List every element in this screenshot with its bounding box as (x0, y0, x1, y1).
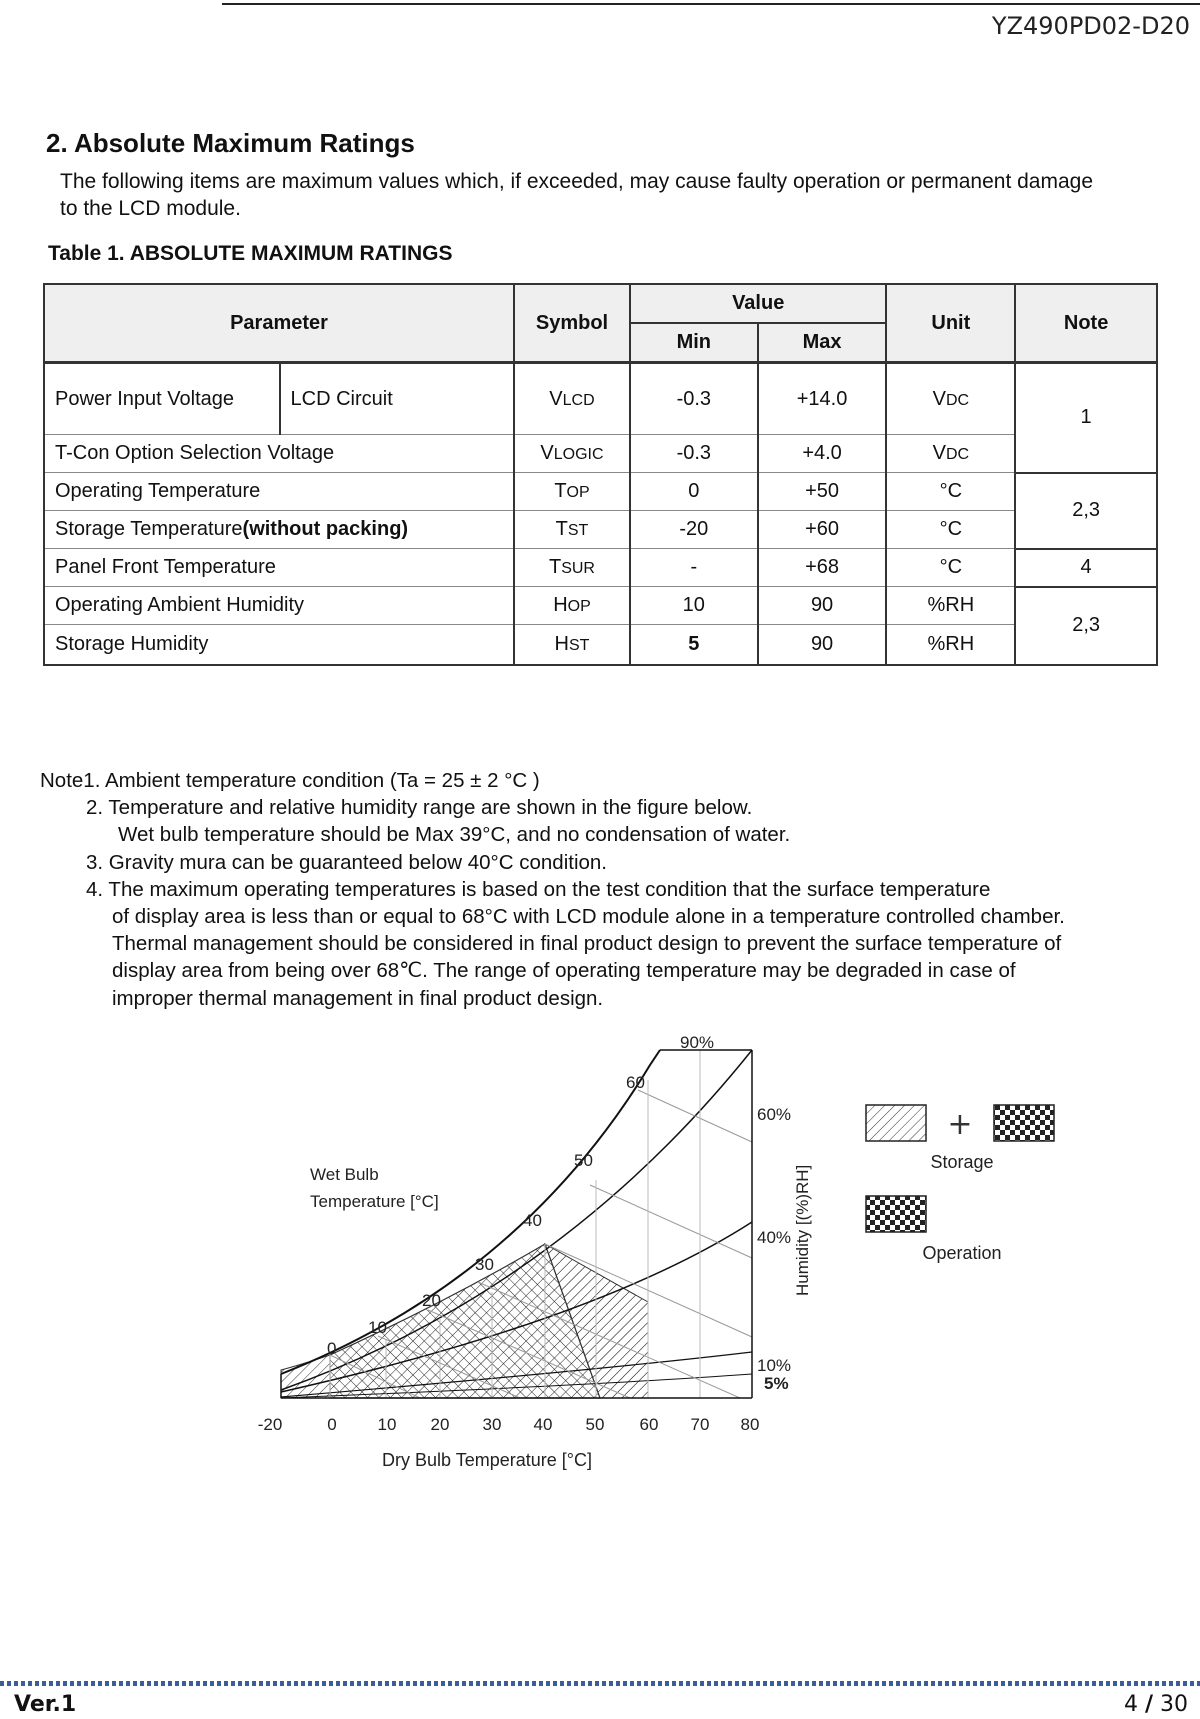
note-2: 2. Temperature and relative humidity range are shown in the figure below. (86, 796, 753, 820)
table-row (44, 625, 1157, 665)
table-row (44, 549, 1157, 587)
row-param: Storage Temperature(without packing) (44, 511, 514, 549)
legend-check-swatch (994, 1105, 1054, 1141)
x-tick: 70 (690, 1415, 710, 1434)
wet-bulb-title: Wet Bulb (310, 1165, 379, 1184)
note-2-cont: Wet bulb temperature should be Max 39°C, and no condensation of water. (118, 823, 791, 847)
row-sub-param: LCD Circuit (280, 363, 515, 435)
footer-rule (0, 1681, 1200, 1686)
wet-bulb-line (638, 1090, 752, 1142)
x-axis-label: Dry Bulb Temperature [°C] (382, 1450, 592, 1470)
row-max: 90 (758, 587, 887, 625)
x-tick: 60 (639, 1415, 659, 1434)
row-max: +4.0 (758, 435, 887, 473)
legend-storage-label: Storage (930, 1152, 994, 1172)
psychrometric-chart (0, 1020, 1200, 1490)
humidity-label-40: 40% (757, 1228, 792, 1247)
note-4-cont: of display area is less than or equal to 68°C with LCD module alone in a temperature controlled chamber. (112, 905, 1065, 929)
legend-hatch-swatch (866, 1105, 926, 1141)
row-min: 5 (630, 625, 758, 665)
table-row (44, 587, 1157, 625)
row-unit: °C (886, 473, 1015, 511)
row-symbol: TSUR (514, 549, 630, 587)
note-4-cont: Thermal management should be considered in final product design to prevent the surface temperature of (112, 932, 1062, 956)
row-param: Operating Ambient Humidity (44, 587, 514, 625)
table-row (44, 363, 1157, 435)
x-tick: 50 (585, 1415, 605, 1434)
row-param: Panel Front Temperature (44, 549, 514, 587)
wet-bulb-tick: 40 (523, 1211, 542, 1230)
storage-region-left (281, 1355, 330, 1398)
x-tick: -20 (257, 1415, 283, 1434)
section-intro: The following items are maximum values which, if exceeded, may cause faulty operation or permanent damage to the LCD module. (60, 170, 1094, 220)
header-rule (222, 3, 1200, 5)
row-unit: °C (886, 549, 1015, 587)
header-value: Value (630, 284, 887, 323)
row-note: 1 (1015, 363, 1157, 473)
header-max: Max (758, 323, 887, 363)
row-min: -0.3 (630, 435, 758, 473)
section-title: 2. Absolute Maximum Ratings (46, 128, 415, 158)
legend-plus: + (947, 1107, 973, 1142)
row-min: -0.3 (630, 363, 758, 435)
row-unit: %RH (886, 587, 1015, 625)
x-tick: 40 (533, 1415, 553, 1434)
x-tick: 30 (482, 1415, 502, 1434)
header-min: Min (630, 323, 758, 363)
x-tick: 0 (327, 1415, 337, 1434)
row-min: 10 (630, 587, 758, 625)
wet-bulb-tick: 20 (422, 1291, 441, 1310)
notes-block (40, 767, 1065, 1012)
row-max: +68 (758, 549, 887, 587)
humidity-label-5: 5% (764, 1374, 789, 1393)
table-caption: Table 1. ABSOLUTE MAXIMUM RATINGS (48, 242, 453, 265)
header-unit: Unit (886, 284, 1015, 363)
header-symbol: Symbol (514, 284, 630, 363)
row-symbol: VLCD (514, 363, 630, 435)
note-4: 4. The maximum operating temperatures is based on the test condition that the surface temperature (86, 877, 991, 901)
note-1: Note1. Ambient temperature condition (Ta = 25 ± 2 °C ) (40, 769, 540, 792)
wet-bulb-tick: 0 (327, 1339, 337, 1358)
x-tick: 10 (377, 1415, 397, 1434)
row-param: T-Con Option Selection Voltage (44, 435, 514, 473)
x-tick: 20 (430, 1415, 450, 1434)
row-unit: °C (886, 511, 1015, 549)
humidity-label-90: 90% (680, 1033, 715, 1052)
row-param: Storage Humidity (44, 625, 514, 665)
row-min: -20 (630, 511, 758, 549)
row-max: 90 (758, 625, 887, 665)
note-4-cont: improper thermal management in final product design. (112, 986, 604, 1010)
row-symbol: HOP (514, 587, 630, 625)
row-unit: VDC (886, 435, 1015, 473)
table-row (44, 473, 1157, 511)
row-max: +14.0 (758, 363, 887, 435)
legend-operation-label: Operation (922, 1243, 1002, 1263)
row-min: - (630, 549, 758, 587)
header-parameter: Parameter (44, 284, 514, 363)
y-axis-label: Humidity [(%)RH] (793, 1164, 812, 1296)
row-note: 4 (1015, 549, 1157, 587)
version-label: Ver.1 (14, 1692, 77, 1717)
row-param: Power Input Voltage (44, 363, 280, 435)
x-tick: 80 (740, 1415, 760, 1434)
wet-bulb-tick: 50 (574, 1151, 593, 1170)
header-note: Note (1015, 284, 1157, 363)
humidity-label-60: 60% (757, 1105, 792, 1124)
row-symbol: VLOGIC (514, 435, 630, 473)
row-note: 2,3 (1015, 587, 1157, 665)
humidity-label-10: 10% (757, 1356, 792, 1375)
wet-bulb-tick: 10 (368, 1318, 387, 1337)
note-4-cont: display area from being over 68℃. The range of operating temperature may be degraded in case of (112, 959, 1016, 983)
row-max: +50 (758, 473, 887, 511)
wet-bulb-tick: 30 (475, 1255, 494, 1274)
note-3: 3. Gravity mura can be guaranteed below 40°C condition. (86, 850, 607, 874)
wet-bulb-tick: 60 (626, 1073, 645, 1092)
legend-operation-swatch (866, 1196, 926, 1232)
ratings-table (43, 283, 1158, 666)
row-note: 2,3 (1015, 473, 1157, 549)
row-max: +60 (758, 511, 887, 549)
table-row (44, 511, 1157, 549)
document-id: YZ490PD02-D20 (991, 12, 1190, 40)
wet-bulb-line (590, 1185, 752, 1258)
row-unit: VDC (886, 363, 1015, 435)
row-min: 0 (630, 473, 758, 511)
row-symbol: TOP (514, 473, 630, 511)
table-row (44, 435, 1157, 473)
row-symbol: HST (514, 625, 630, 665)
row-unit: %RH (886, 625, 1015, 665)
row-param: Operating Temperature (44, 473, 514, 511)
row-symbol: TST (514, 511, 630, 549)
page-number: 4 / 30 (1123, 1692, 1188, 1717)
wet-bulb-title: Temperature [°C] (310, 1192, 439, 1211)
